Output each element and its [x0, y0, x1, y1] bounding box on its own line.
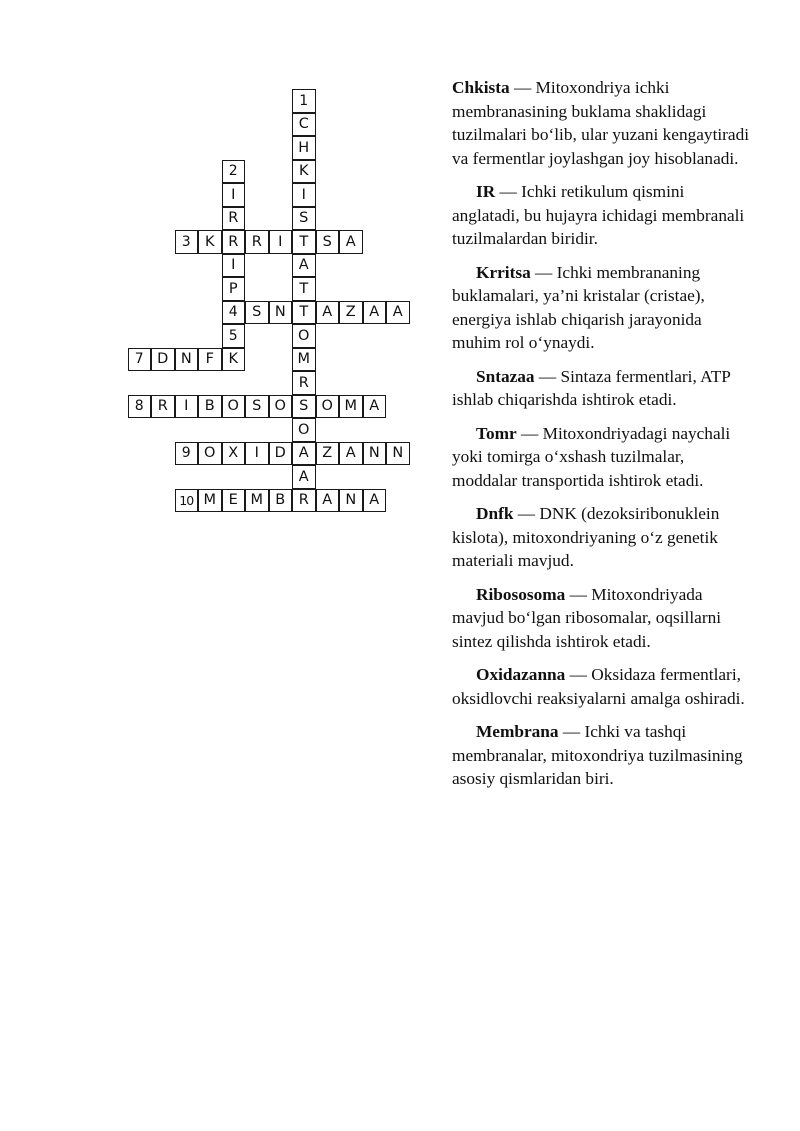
- crossword-cell: R: [151, 395, 175, 419]
- clue-number-cell: 5: [222, 324, 246, 348]
- crossword-cell: M: [339, 395, 363, 419]
- crossword-cell: P: [222, 277, 246, 301]
- definition-term: Dnfk: [476, 504, 514, 523]
- crossword-cell: R: [222, 230, 246, 254]
- crossword-cell: O: [198, 442, 222, 466]
- definition-dnfk: [452, 502, 752, 573]
- crossword-cell: A: [386, 301, 410, 325]
- crossword-cell: M: [198, 489, 222, 513]
- definition-krritsa: [452, 261, 752, 355]
- crossword-cell: A: [363, 301, 387, 325]
- crossword-cell: T: [292, 301, 316, 325]
- clue-number-cell: 10: [175, 489, 199, 513]
- definition-ribososoma: [452, 583, 752, 654]
- crossword-cell: S: [292, 207, 316, 231]
- crossword-cell: I: [269, 230, 293, 254]
- definitions-list: [452, 76, 752, 801]
- crossword-cell: M: [245, 489, 269, 513]
- definition-term: Sntazaa: [476, 366, 535, 386]
- definition-tomr: [452, 422, 752, 493]
- crossword-cell: R: [292, 371, 316, 395]
- crossword-cell: R: [292, 489, 316, 513]
- definition-text: — Oksidaza fermentlari, oksidlovchi reaksiyalarni amalga oshiradi.: [452, 665, 745, 708]
- definition-term: Ribososoma: [476, 584, 566, 604]
- crossword-cell: F: [198, 348, 222, 372]
- crossword-cell: N: [175, 348, 199, 372]
- crossword-cell: R: [222, 207, 246, 231]
- crossword-cell: N: [386, 442, 410, 466]
- clue-number-cell: 2: [222, 160, 246, 184]
- crossword-cell: S: [292, 395, 316, 419]
- crossword-cell: B: [198, 395, 222, 419]
- definition-text: — Ichki membrananing buklamalari, ya’ni kristalar (cristae), energiya ishlab chiqarish jarayonida muhim rol o‘ynaydi.: [452, 262, 705, 352]
- crossword-cell: I: [245, 442, 269, 466]
- crossword-cell: A: [292, 465, 316, 489]
- definition-membrana: [452, 720, 752, 791]
- definition-term: Krritsa: [476, 262, 531, 282]
- clue-number-cell: 4: [222, 301, 246, 325]
- definition-oxidazanna: [452, 663, 752, 710]
- definition-chkista: [452, 76, 752, 170]
- definition-term: Membrana: [476, 722, 559, 741]
- crossword-cell: O: [292, 324, 316, 348]
- crossword-cell: N: [339, 489, 363, 513]
- crossword-cell: S: [245, 395, 269, 419]
- definition-ir: [452, 180, 752, 251]
- crossword-cell: K: [222, 348, 246, 372]
- definition-text: — Ichki va tashqi membranalar, mitoxondriya tuzilmasining asosiy qismlaridan biri.: [452, 722, 743, 788]
- crossword-cell: A: [316, 489, 340, 513]
- definition-term: Oxidazanna: [476, 665, 566, 684]
- crossword-cell: E: [222, 489, 246, 513]
- definition-term: Chkista: [452, 78, 510, 97]
- clue-number-cell: 8: [128, 395, 152, 419]
- clue-number-cell: 1: [292, 89, 316, 113]
- definition-text: — Mitoxondriya ichki membranasining buklama shaklidagi tuzilmalari bo‘lib, ular yuzani kengaytiradi va fermentlar joylashgan joy hisoblanadi.: [452, 78, 750, 168]
- definition-sntazaa: [452, 365, 752, 412]
- crossword-cell: T: [292, 277, 316, 301]
- crossword-cell: S: [316, 230, 340, 254]
- crossword-cell: O: [292, 418, 316, 442]
- crossword-cell: A: [339, 230, 363, 254]
- crossword-cell: B: [269, 489, 293, 513]
- definition-term: Tomr: [476, 423, 517, 443]
- crossword-cell: A: [292, 442, 316, 466]
- crossword-cell: X: [222, 442, 246, 466]
- definition-text: — Mitoxondriyadagi naychali yoki tomirga o‘xshash tuzilmalar, moddalar transportida ishtirok etadi.: [452, 423, 731, 490]
- crossword-cell: O: [316, 395, 340, 419]
- clue-number-cell: 9: [175, 442, 199, 466]
- crossword-cell: M: [292, 348, 316, 372]
- crossword-cell: A: [363, 489, 387, 513]
- crossword-cell: D: [151, 348, 175, 372]
- crossword-cell: K: [292, 160, 316, 184]
- crossword-cell: N: [269, 301, 293, 325]
- crossword-cell: H: [292, 136, 316, 160]
- crossword-cell: R: [245, 230, 269, 254]
- crossword-cell: I: [292, 183, 316, 207]
- definition-text: — Ichki retikulum qismini anglatadi, bu hujayra ichidagi membranali tuzilmalardan biridir.: [452, 182, 745, 248]
- crossword-cell: A: [339, 442, 363, 466]
- crossword-cell: I: [222, 183, 246, 207]
- definition-text: — DNK (dezoksiribonuklein kislota), mitoxondriyaning o‘z genetik materiali mavjud.: [452, 504, 720, 570]
- crossword-cell: Z: [316, 442, 340, 466]
- crossword-cell: I: [175, 395, 199, 419]
- crossword-cell: S: [245, 301, 269, 325]
- crossword-cell: D: [269, 442, 293, 466]
- crossword-cell: I: [222, 254, 246, 278]
- crossword-cell: C: [292, 113, 316, 137]
- crossword-cell: K: [198, 230, 222, 254]
- crossword-cell: N: [363, 442, 387, 466]
- definition-text: — Mitoxondriyada mavjud bo‘lgan ribosomalar, oqsillarni sintez qilishda ishtirok etadi.: [452, 584, 722, 651]
- crossword-cell: T: [292, 230, 316, 254]
- crossword-cell: O: [269, 395, 293, 419]
- crossword-grid: [0, 0, 440, 560]
- crossword-cell: A: [292, 254, 316, 278]
- definition-text: — Sintaza fermentlari, ATP ishlab chiqarishda ishtirok etadi.: [452, 366, 731, 409]
- clue-number-cell: 7: [128, 348, 152, 372]
- clue-number-cell: 3: [175, 230, 199, 254]
- crossword-cell: A: [316, 301, 340, 325]
- crossword-cell: A: [363, 395, 387, 419]
- crossword-cell: Z: [339, 301, 363, 325]
- crossword-cell: O: [222, 395, 246, 419]
- definition-term: IR: [476, 182, 496, 201]
